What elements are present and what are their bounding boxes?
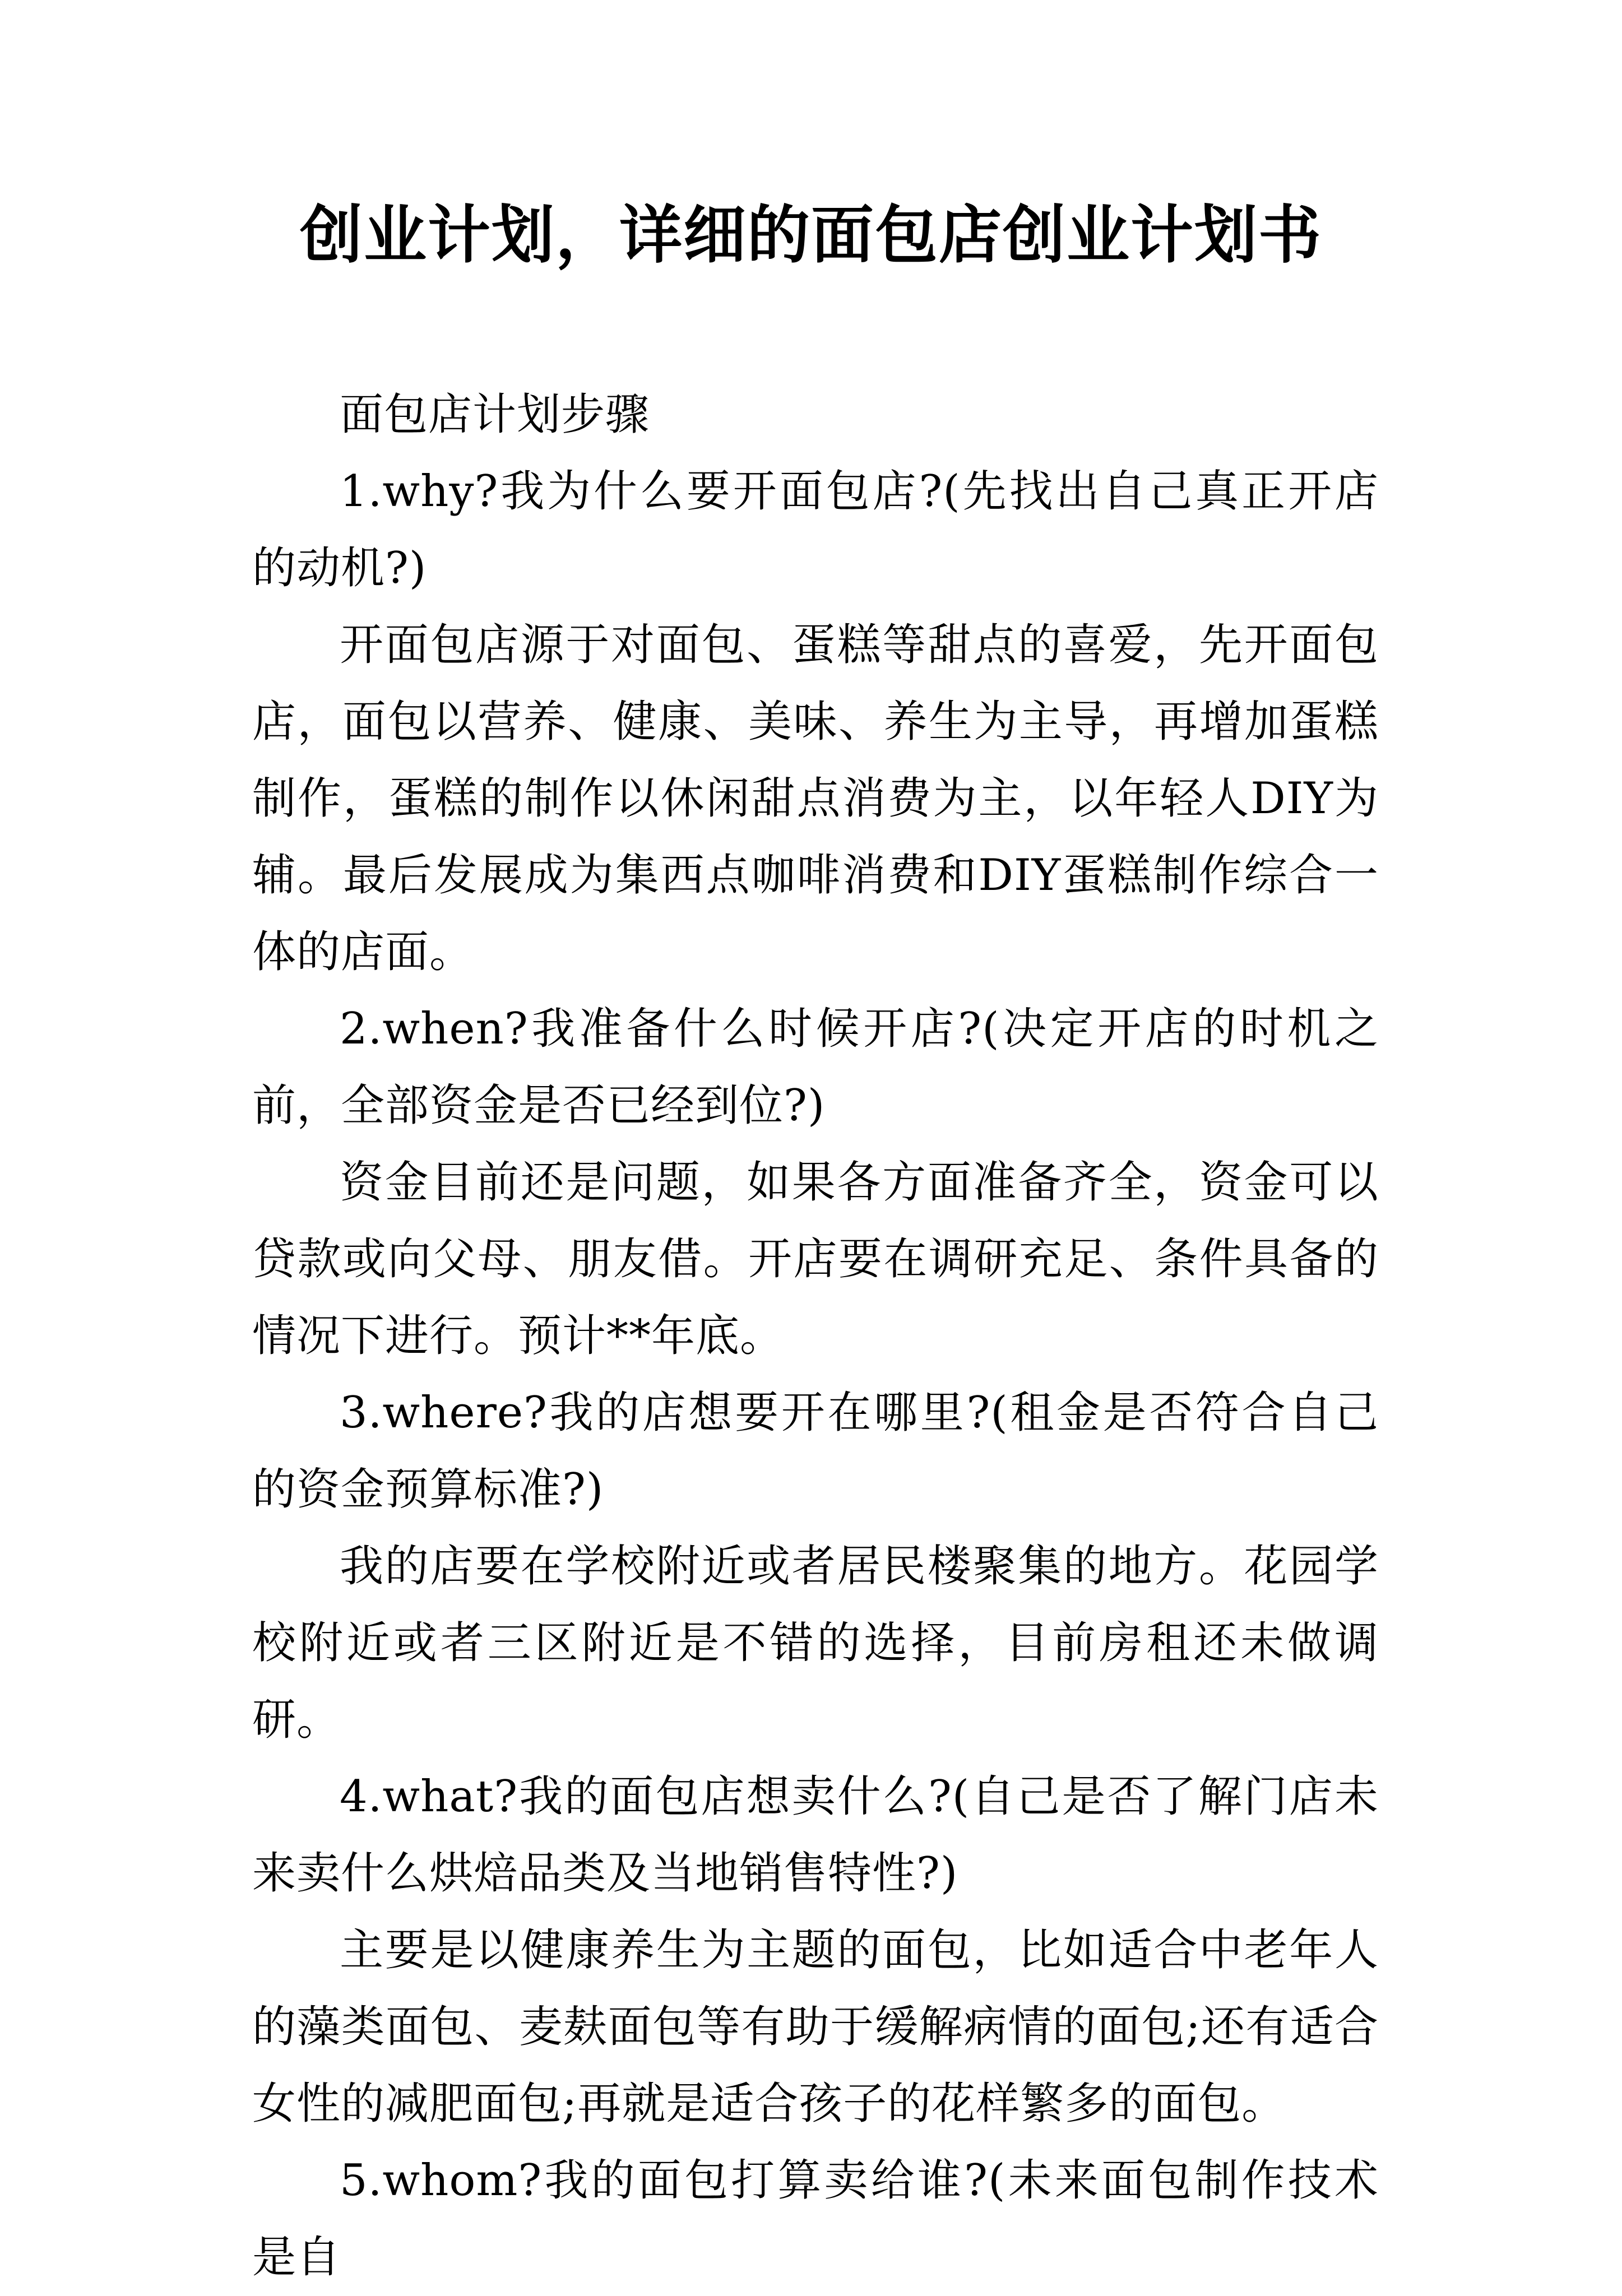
document-body (252, 377, 1379, 2296)
question-paragraph: 2.when?我准备什么时候开店?(决定开店的时机之前，全部资金是否已经到位?) (252, 1004, 1379, 1131)
answer-paragraph: 我的店要在学校附近或者居民楼聚集的地方。花园学校附近或者三区附近是不错的选择，目前房租还未做调研。 (252, 1541, 1379, 1745)
question-paragraph: 4.what?我的面包店想卖什么?(自己是否了解门店未来卖什么烘焙品类及当地销售特性?) (252, 1771, 1379, 1899)
section-heading: 面包店计划步骤 (340, 389, 650, 440)
question-paragraph: 5.whom?我的面包打算卖给谁?(未来面包制作技术是自 (252, 2155, 1379, 2283)
answer-paragraph: 主要是以健康养生为主题的面包，比如适合中老年人的藻类面包、麦麸面包等有助于缓解病情的面包;还有适合女性的减肥面包;再就是适合孩子的花样繁多的面包。 (252, 1925, 1379, 2129)
answer-paragraph: 资金目前还是问题，如果各方面准备齐全，资金可以贷款或向父母、朋友借。开店要在调研充足、条件具备的情况下进行。预计**年底。 (252, 1157, 1379, 1361)
question-paragraph: 3.where?我的店想要开在哪里?(租金是否符合自己的资金预算标准?) (252, 1388, 1379, 1515)
question-paragraph: 1.why?我为什么要开面包店?(先找出自己真正开店的动机?) (252, 466, 1379, 593)
document-title: 创业计划，详细的面包店创业计划书 (300, 198, 1322, 272)
answer-paragraph: 开面包店源于对面包、蛋糕等甜点的喜爱，先开面包店，面包以营养、健康、美味、养生为主导，再增加蛋糕制作，蛋糕的制作以休闲甜点消费为主，以年轻人DIY为辅。最后发展成为集西点咖啡消费和DIY蛋糕制作综合一体的店面。 (252, 620, 1379, 977)
